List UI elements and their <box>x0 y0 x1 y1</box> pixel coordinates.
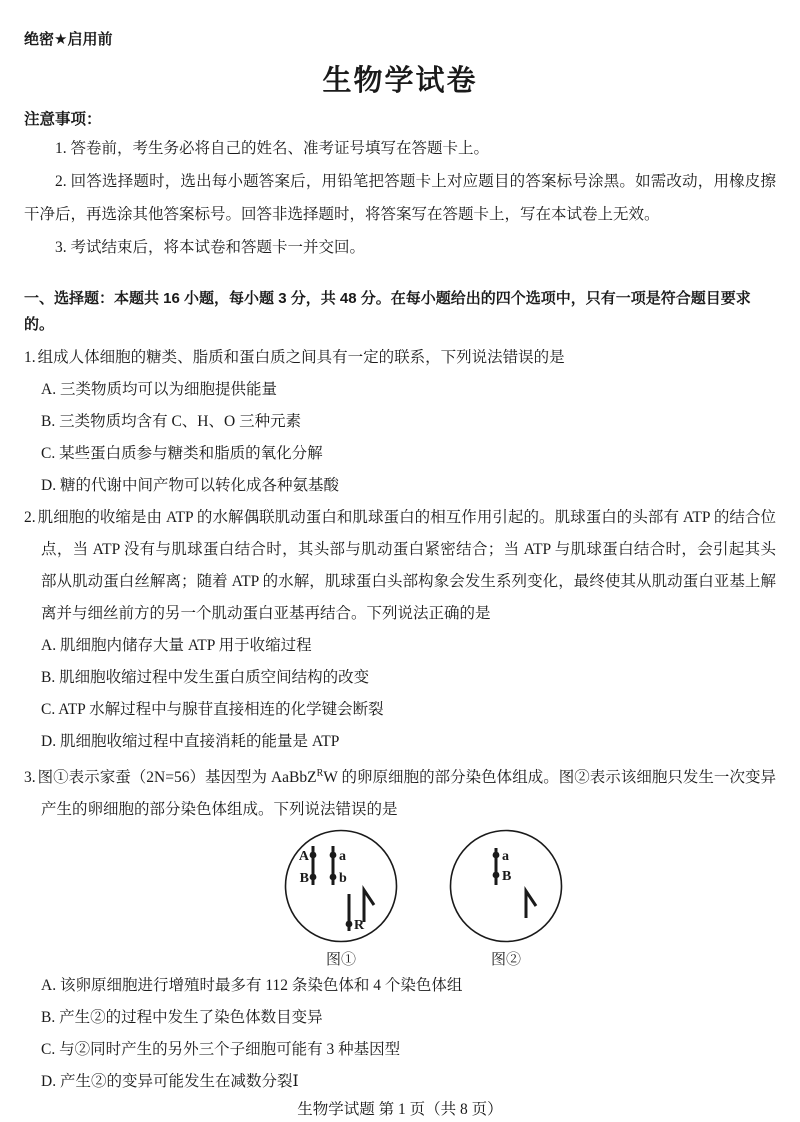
gene-locus-a <box>330 852 337 859</box>
notice-item-3: 3. 考试结束后，将本试卷和答题卡一并交回。 <box>55 239 366 256</box>
gene-label-R: R <box>354 918 365 934</box>
question-2-option-c: C. ATP 水解过程中与腺苷直接相连的化学键会断裂 <box>41 701 384 718</box>
question-1-number: 1. <box>24 349 36 366</box>
w-chromosome <box>526 891 536 918</box>
question-3-option-c: C. 与②同时产生的另外三个子细胞可能有 3 种基因型 <box>41 1041 401 1059</box>
question-3-option-a: A. 该卵原细胞进行增殖时最多有 112 条染色体和 4 个染色体组 <box>41 977 463 995</box>
question-3 <box>24 758 776 1098</box>
figure-2-cell-diagram <box>448 828 564 944</box>
gene-locus-B <box>493 872 500 879</box>
question-1-option-b: B. 三类物质均含有 C、H、O 三种元素 <box>41 413 302 430</box>
question-1-stem-text: 组成人体细胞的糖类、脂质和蛋白质之间具有一定的联系，下列说法错误的是 <box>37 349 565 366</box>
gene-label-b: b <box>339 871 347 887</box>
question-1-option-a: A. 三类物质均可以为细胞提供能量 <box>41 381 277 398</box>
gene-label-a: a <box>502 849 509 865</box>
cell-membrane-circle <box>451 831 562 942</box>
classification-label: 绝密★启用前 <box>24 31 113 48</box>
question-3-genotype-superscript: R <box>316 768 324 779</box>
question-2-option-b: B. 肌细胞收缩过程中发生蛋白质空间结构的改变 <box>41 669 370 686</box>
figure-1 <box>283 828 399 970</box>
question-2 <box>24 502 776 758</box>
question-2-option-d: D. 肌细胞收缩过程中直接消耗的能量是 ATP <box>41 733 340 750</box>
notice-section <box>24 108 776 264</box>
w-chromosome <box>364 890 374 922</box>
cell-membrane-circle <box>286 831 397 942</box>
page-title: 生物学试卷 <box>322 65 478 97</box>
gene-label-B: B <box>502 869 512 885</box>
question-2-number: 2. <box>24 509 36 526</box>
section-heading: 一、选择题：本题共 16 小题，每小题 3 分，共 48 分。在每小题给出的四个选项中，只有一项是符合题目要求的。 <box>24 290 751 333</box>
page-footer: 生物学试题 第 1 页（共 8 页） <box>297 1101 503 1119</box>
question-1-stem <box>24 342 776 374</box>
gene-locus-A <box>310 852 317 859</box>
question-3-stem-text-pre: 图①表示家蚕（2N=56）基因型为 AaBbZ <box>37 769 317 787</box>
question-1 <box>24 342 776 502</box>
question-3-option-b: B. 产生②的过程中发生了染色体数目变异 <box>41 1009 323 1027</box>
gene-label-A: A <box>298 849 309 865</box>
notice-heading: 注意事项： <box>24 111 102 128</box>
figure-1-caption: 图① <box>325 952 356 969</box>
question-3-option-d: D. 产生②的变异可能发生在减数分裂Ⅰ <box>41 1073 299 1091</box>
question-2-stem <box>24 502 776 630</box>
gene-label-a: a <box>339 849 346 865</box>
question-3-number: 3. <box>24 769 36 787</box>
gene-locus-R <box>346 921 353 928</box>
gene-label-B: B <box>299 871 309 887</box>
gene-locus-b <box>330 874 337 881</box>
question-1-option-c: C. 某些蛋白质参与糖类和脂质的氧化分解 <box>41 445 323 462</box>
notice-item-1: 1. 答卷前，考生务必将自己的姓名、准考证号填写在答题卡上。 <box>55 140 490 157</box>
question-1-option-d: D. 糖的代谢中间产物可以转化成各种氨基酸 <box>41 477 339 494</box>
figure-2 <box>448 828 564 970</box>
question-3-figures <box>283 828 776 970</box>
gene-locus-B <box>310 874 317 881</box>
question-2-stem-text: 肌细胞的收缩是由 ATP 的水解偶联肌动蛋白和肌球蛋白的相互作用引起的。肌球蛋白的头部有 ATP 的结合位点，当 ATP 没有与肌球蛋白结合时，其头部与肌动蛋白紧密结合；当 ATP 与肌球蛋白结合时，会引起其头部从肌动蛋白丝解离；随着 ATP 的水解，肌球蛋白头部构象会发生系列变化，最终使其从肌动蛋白亚基上解离并与细丝前方的另一个肌动蛋白亚基再结合。下列说法正确的是 <box>37 509 776 622</box>
figure-1-cell-diagram <box>283 828 399 944</box>
gene-locus-a <box>493 852 500 859</box>
figure-2-caption: 图② <box>490 952 521 969</box>
question-3-stem-text-post: W 的卵原细胞的部分染色体组成。图②表示该细胞只发生一次变异产生的卵细胞的部分染色体组成。下列说法错误的是 <box>41 769 776 819</box>
notice-item-2: 2. 回答选择题时，选出每小题答案后，用铅笔把答题卡上对应题目的答案标号涂黑。如需改动，用橡皮擦干净后，再选涂其他答案标号。回答非选择题时，将答案写在答题卡上，写在本试卷上无效。 <box>24 173 776 223</box>
question-2-option-a: A. 肌细胞内储存大量 ATP 用于收缩过程 <box>41 637 312 654</box>
question-3-stem <box>24 758 776 826</box>
